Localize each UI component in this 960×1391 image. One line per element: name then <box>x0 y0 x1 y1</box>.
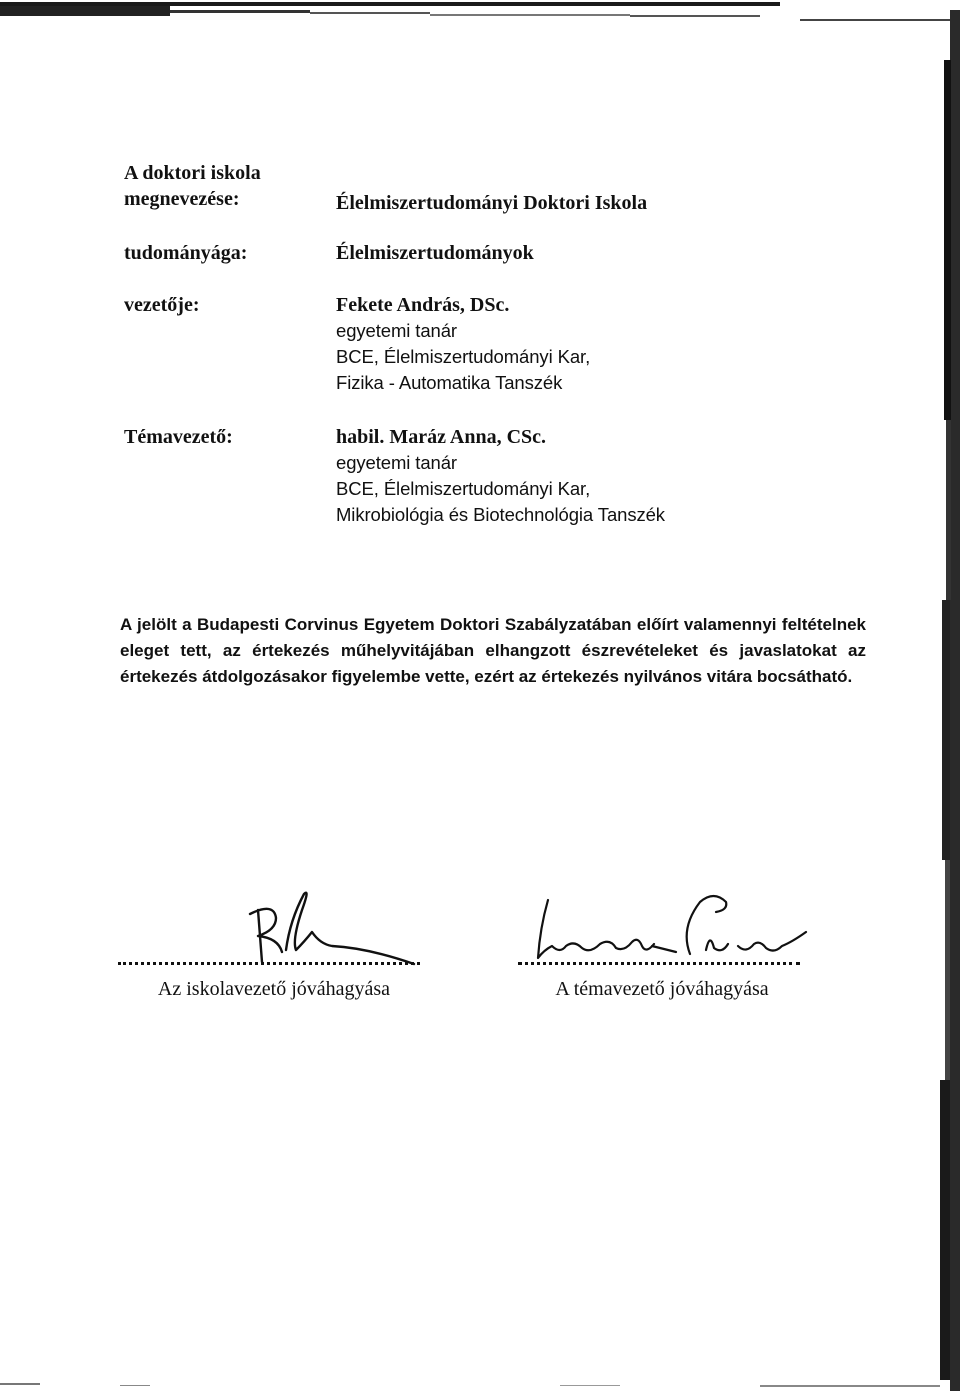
doctoral-school-name: Élelmiszertudományi Doktori Iskola <box>336 192 648 214</box>
approval-statement: A jelölt a Budapesti Corvinus Egyetem Doktori Szabályzatában előírt valamennyi feltételnek eleget tett, az értekezés műhelyvitájában elhangzott észrevételeket és javaslatokat az értekezés átdolgozásakor figyelembe vette, ezért az értekezés nyilvános vitára bocsátható. <box>120 615 866 686</box>
school-head-details: Fekete András, DSc. egyetemi tanár BCE, Élelmiszertudományi Kar, Fizika - Automatika Tanszék <box>336 294 591 393</box>
supervisor-signature <box>530 888 830 968</box>
scan-edge-right <box>936 0 960 1391</box>
supervisor-label: Témavezető: <box>124 426 233 448</box>
supervisor-signature-line <box>518 958 800 965</box>
scan-edge-top <box>0 0 960 24</box>
doctoral-school-label: A doktori iskola megnevezése: <box>124 162 261 210</box>
discipline-value: Élelmiszertudományok <box>336 242 534 264</box>
school-head-label: vezetője: <box>124 294 200 316</box>
scan-edge-bottom <box>0 1377 960 1391</box>
discipline-label: tudományága: <box>124 242 248 264</box>
supervisor-approval-caption: A témavezető jóváhagyása <box>555 978 769 1000</box>
school-head-approval-caption: Az iskolavezető jóváhagyása <box>157 978 391 1000</box>
school-head-signature <box>228 880 428 970</box>
school-head-signature-line <box>118 958 420 965</box>
supervisor-details: habil. Maráz Anna, CSc. egyetemi tanár BCE, Élelmiszertudományi Kar, Mikrobiológia és Biotechnológia Tanszék <box>336 426 665 525</box>
